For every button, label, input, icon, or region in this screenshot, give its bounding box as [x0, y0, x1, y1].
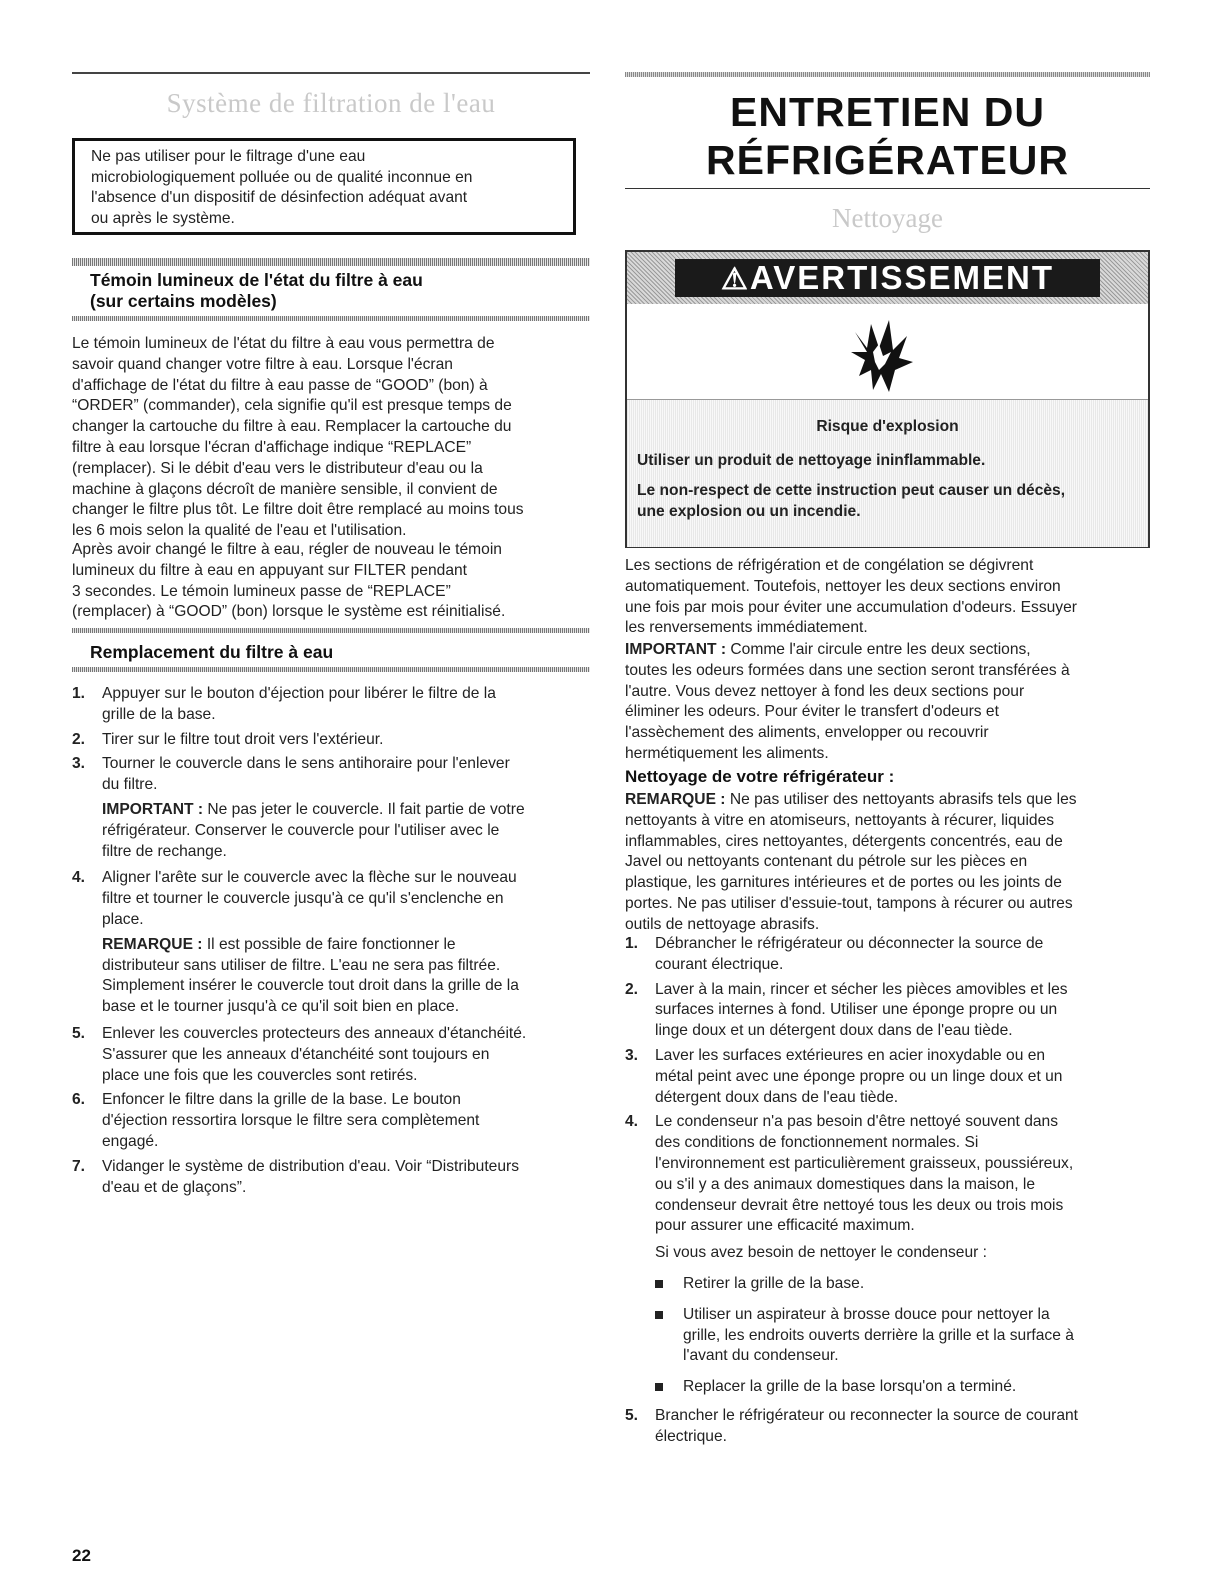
replace-heading: Remplacement du filtre à eau	[90, 642, 334, 662]
important-paragraph: IMPORTANT : Comme l'air circule entre les deux sections, toutes les odeurs formées dans une section seront transférées à l'autre. Vous devez nettoyer à fond les deux sections pour éliminer les odeurs. Pour éviter le transfert d'odeurs et l'assèchement des aliments, envelopper ou recouvrir hermétiquement les aliments.	[625, 641, 1070, 762]
status-paragraph-2: Après avoir changé le filtre à eau, régler de nouveau le témoin lumineux du filtre à eau en appuyant sur FILTER pendant 3 secondes. Le témoin lumineux passe de “REPLACE” (remplacer) à “GOOD” (bon) lorsque le système est réinitialisé.	[72, 541, 506, 621]
warning-triangle-icon: ⚠	[721, 263, 750, 296]
list-item: 2. Tirer sur le filtre tout droit vers l'extérieur.	[72, 730, 384, 748]
list-item: 3. Laver les surfaces extérieures en acier inoxydable ou en métal peint avec une éponge propre ou un linge doux et un détergent doux dans de l'eau tiède.	[625, 1046, 1063, 1106]
warning-risk: Risque d'explosion	[816, 418, 959, 435]
list-item: 4. Aligner l'arête sur le couvercle avec la flèche sur le nouveau filtre et tourner le couvercle jusqu'à ce qu'il s'enclenche en place.	[72, 869, 517, 928]
list-item: 1. Débrancher le réfrigérateur ou déconnecter la source de courant électrique.	[625, 935, 1044, 973]
list-item: 1. Appuyer sur le bouton d'éjection pour libérer le filtre de la grille de la base.	[72, 685, 496, 723]
notice-line: ou après le système.	[91, 209, 235, 227]
divider	[72, 258, 590, 266]
list-item: 3. Tourner le couvercle dans le sens antihoraire pour l'enlever du filtre.	[72, 755, 510, 794]
list-item: Retirer la grille de la base.	[625, 1274, 1150, 1295]
divider	[72, 316, 590, 321]
step4-remarque-note: REMARQUE : Il est possible de faire fonctionner le distributeur sans utiliser de filtre. L'eau ne sera pas filtrée. Simplement insérer le couvercle tout droit dans la grille de la base et le tourner jusqu'à ce qu'il soit bien en place.	[102, 935, 519, 1016]
warning-header	[627, 252, 1148, 304]
list-item: Utiliser un aspirateur à brosse douce pour nettoyer la grille, les endroits ouverts derrière la grille et la surface à l'avant du condenseur.	[625, 1305, 1150, 1367]
replace-steps	[72, 684, 590, 1198]
title-rule	[625, 188, 1150, 189]
list-item: 5. Enlever les couvercles protecteurs des anneaux d'étanchéité. S'assurer que les anneaux d'étanchéité sont toujours en place une fois que les couvercles sont retirés.	[72, 1024, 527, 1084]
warning-box	[625, 250, 1150, 548]
bullet-square-icon	[655, 1280, 663, 1288]
cleaning-steps	[625, 934, 1150, 1448]
divider	[72, 628, 590, 633]
list-item: 5. Brancher le réfrigérateur ou reconnecter la source de courant électrique.	[625, 1406, 1078, 1445]
explosion-icon	[627, 308, 1148, 396]
remarque-paragraph: REMARQUE : Ne pas utiliser des nettoyants abrasifs tels que les nettoyants à vitre en atomiseurs, nettoyants à récurer, liquides inflammables, cires nettoyantes, détergents concentrés, eau de Javel ou nettoyants contenant du pétrole sur les pièces en plastique, les garnitures intérieures et de portes ou les joints de portes. Ne pas utiliser d'essuie-tout, tampons à récurer ou autres outils de nettoyage abrasifs.	[625, 791, 1077, 933]
top-rule	[72, 72, 590, 74]
warning-line: Utiliser un produit de nettoyage ininflammable.	[637, 452, 986, 469]
notice-line: microbiologiquement polluée ou de qualité inconnue en	[91, 168, 473, 186]
warning-banner: ⚠AVERTISSEMENT	[675, 259, 1100, 297]
status-heading: Témoin lumineux de l'état du filtre à eau (sur certains modèles)	[90, 270, 423, 311]
bullet-square-icon	[655, 1383, 663, 1391]
page-title: ENTRETIEN DU RÉFRIGÉRATEUR	[705, 89, 1070, 183]
warning-body	[627, 399, 1148, 547]
notice-line: Ne pas utiliser pour le filtrage d'une eau	[91, 148, 366, 165]
top-rule	[625, 72, 1150, 77]
filtration-notice-box	[72, 138, 576, 235]
list-item: 4. Le condenseur n'a pas besoin d'être nettoyé souvent dans des conditions de fonctionnement normales. Si l'environnement est particulièrement graisseux, poussiéreux, ou s'il y a des animaux domestiques dans la maison, le condenseur devrait être nettoyé tous les deux ou trois mois pour assurer une efficacité maximum.	[625, 1113, 1074, 1235]
page-number: 22	[72, 1546, 91, 1565]
cleaning-intro: Les sections de réfrigération et de congélation se dégivrent automatiquement. Toutefois, nettoyer les deux sections environ une fois par mois pour éviter une accumulation d'odeurs. Essuyer les renversements immédiatement.	[625, 557, 1077, 637]
list-item: 6. Enfoncer le filtre dans la grille de la base. Le bouton d'éjection ressortira lorsque le filtre sera complètement engagé.	[72, 1091, 480, 1150]
notice-line: l'absence d'un dispositif de désinfection adéquat avant	[91, 189, 468, 206]
list-item: 2. Laver à la main, rincer et sécher les pièces amovibles et les surfaces internes à fond. Utiliser une éponge propre ou un linge doux et un détergent doux dans de l'eau tiède.	[625, 980, 1068, 1040]
cleaning-heading: Nettoyage de votre réfrigérateur :	[625, 767, 895, 786]
bullet-square-icon	[655, 1311, 663, 1319]
section-title-filtration: Système de filtration de l'eau	[166, 88, 496, 118]
divider	[72, 667, 590, 672]
section-title-cleaning: Nettoyage	[832, 203, 943, 233]
status-paragraph-1: Le témoin lumineux de l'état du filtre à eau vous permettra de savoir quand changer votre filtre à eau. Lorsque l'écran d'affichage de l'état du filtre à eau passe de “GOOD” (bon) à “ORDER” (commander), cela signifie qu'il est presque temps de changer la cartouche du filtre à eau. Remplacer la cartouche du filtre à eau lorsque l'écran d'affichage indique “REPLACE” (remplacer). Si le débit d'eau vers le distributeur d'eau ou la machine à glaçons décroît de manière sensible, il convient de changer le filtre plus tôt. Le filtre doit être remplacé au moins tous les 6 mois selon la qualité de l'eau et l'utilisation.	[72, 335, 524, 540]
condenser-intro: Si vous avez besoin de nettoyer le condenseur :	[655, 1244, 988, 1262]
warning-line: Le non-respect de cette instruction peut causer un décès, une explosion ou un incendie.	[637, 482, 1066, 520]
list-item: Replacer la grille de la base lorsqu'on a terminé.	[625, 1377, 1150, 1398]
step3-important-note: IMPORTANT : Ne pas jeter le couvercle. Il fait partie de votre réfrigérateur. Conserver le couvercle pour l'utiliser avec le filtre de rechange.	[102, 800, 525, 860]
list-item: 7. Vidanger le système de distribution d'eau. Voir “Distributeurs d'eau et de glaçons”.	[72, 1157, 520, 1196]
